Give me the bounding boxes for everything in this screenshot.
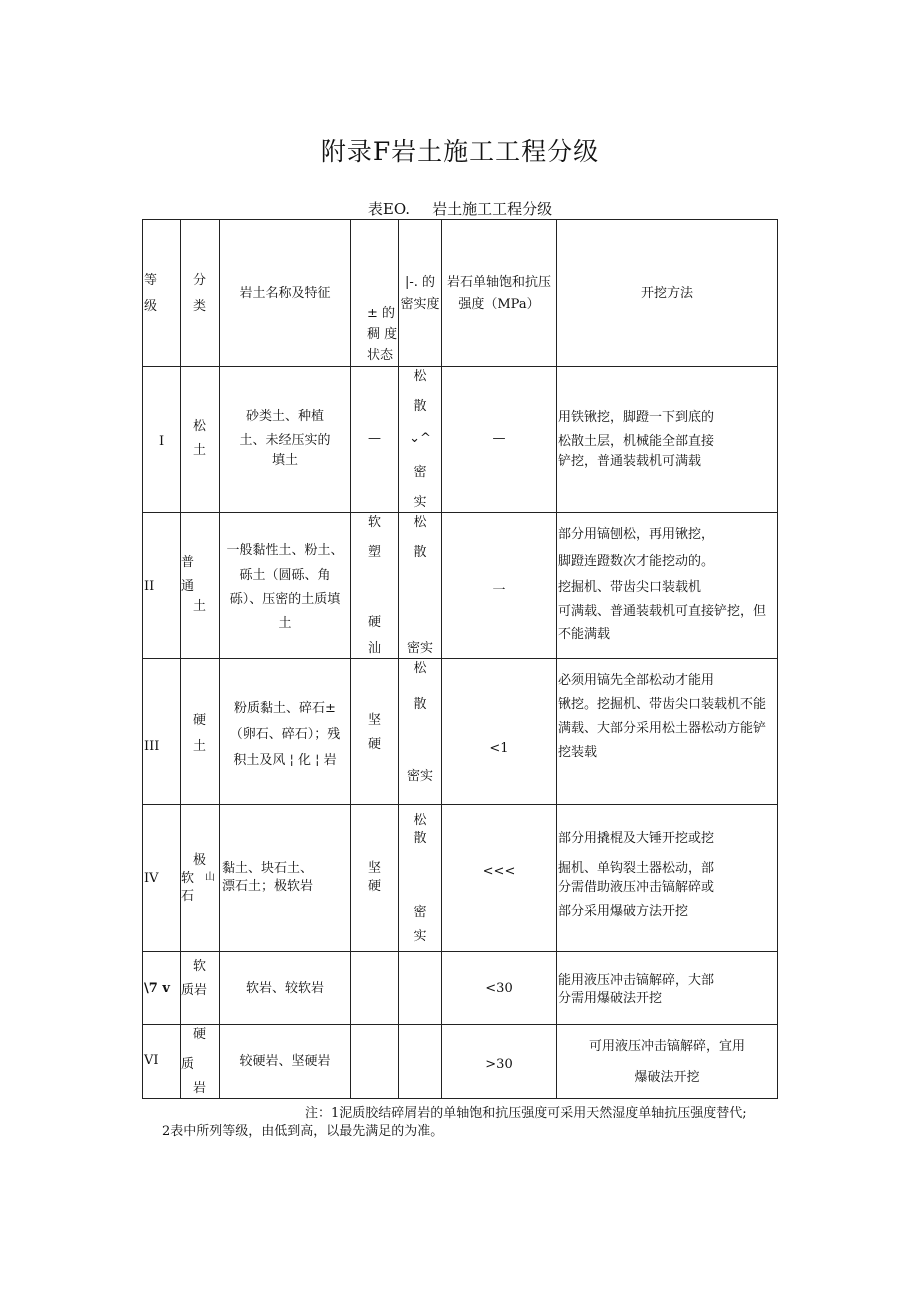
caption-prefix: 表EO. [367,200,411,218]
col-divider [556,220,557,1098]
grade-cell: \7 v [144,981,170,996]
density-cell: 实 [413,929,427,944]
class-cell: 硬 [193,1027,207,1042]
header-soil-state-3: 状态 [367,348,394,363]
state-cell: 软 [367,515,381,530]
method-cell: 必须用镐先全部松动才能用 [558,673,715,688]
name-cell: 软岩、较软岩 [245,981,324,996]
state-cell: 硬 [367,615,381,630]
state-cell: 汕 [367,641,381,656]
header-method: 开挖方法 [640,286,693,301]
header-grade-top: 等 [144,273,158,288]
class-cell: 石 [181,889,195,904]
state-cell: 坚 [367,713,381,728]
class-cell: 普 [181,555,195,570]
name-cell: 粉质黏土、碎石± [234,701,336,716]
class-cell: 软 [193,959,207,974]
header-strength-1: 岩石单轴饱和抗压 [446,275,551,290]
name-cell: 一般黏性土、粉土、 [226,543,344,558]
name-cell: 填土 [271,453,298,468]
strength-cell: <<< [482,864,516,879]
method-cell: 部分采用爆破方法开挖 [558,904,689,919]
header-soil-state-1: ± 的 [367,306,396,321]
class-cell: 土 [193,599,207,614]
method-cell: 掘机、单钩裂土器松动，部 [558,861,715,876]
grade-cell: IV [144,871,159,886]
table-caption [0,198,920,219]
density-cell: 密实 [406,769,433,784]
density-cell: 松 [413,515,427,530]
state-cell: 硬 [367,879,381,894]
method-cell: 不能满载 [558,627,611,642]
strength-cell: <1 [489,741,509,756]
class-cell: 松 [193,419,207,434]
header-strength-2: 强度（MPa） [458,297,540,312]
caption-name: 岩土施工工程分级 [432,200,553,218]
header-class-top: 分 [193,273,207,288]
density-cell: 松 [413,369,427,384]
class-cell: 土 [193,739,207,754]
name-cell: 土、未经压实的 [239,433,331,448]
density-cell: 散 [413,399,427,414]
name-cell: 黏土、块石土、 [222,861,314,876]
col-divider [350,220,351,1098]
class-cell: 岩 [193,1081,207,1096]
method-cell: 分需用爆破法开挖 [558,991,663,1006]
density-cell: 散 [413,831,427,846]
method-cell: 能用液压冲击镐解碎，大部 [558,973,715,988]
name-cell: 砂类土、种植 [245,409,324,424]
method-cell: 锹挖。挖掘机、带齿尖口装载机不能 [558,697,767,712]
density-cell: 密 [413,465,427,480]
grade-cell: III [144,739,160,754]
strength-cell: — [492,431,506,446]
name-cell: 积土及风 ¦ 化 ¦ 岩 [233,753,337,768]
strength-cell: >30 [485,1057,513,1072]
classification-table [142,219,778,1099]
grade-cell: VI [144,1053,159,1068]
state-cell: 硬 [367,737,381,752]
method-cell: 部分用撬棍及大锤开挖或挖 [558,831,715,846]
name-cell: 砾）、压密的土质填 [229,592,341,607]
name-cell: 较硬岩、坚硬岩 [239,1054,331,1069]
grade-cell: I [159,434,165,449]
col-divider [180,220,181,1098]
state-cell: 塑 [367,545,381,560]
header-soil-state-2: 稠 度 [367,327,398,342]
page-title: 附录F岩土施工工程分级 [320,137,600,166]
class-cell: 极 [193,853,207,868]
row-divider [143,366,777,367]
class-cell: 质岩 [181,983,208,998]
row-divider [143,951,777,952]
density-cell: 散 [413,697,427,712]
footnote-2: 2表中所列等级，由低到高，以最先满足的为准。 [162,1124,444,1139]
method-cell: 脚蹬连蹬数次才能挖动的。 [558,554,715,569]
method-cell: 可用液压冲击镐解碎，宜用 [588,1039,745,1054]
density-cell: 实 [413,495,427,510]
method-cell: 铲挖，普通装载机可满载 [558,454,702,469]
strength-cell: 一 [492,583,506,598]
row-divider [143,1024,777,1025]
method-cell: 挖装载 [558,745,598,760]
method-cell: 可满载、普通装载机可直接铲挖，但 [558,604,767,619]
header-class-bottom: 类 [193,299,207,314]
method-cell: 挖掘机、带齿尖口装载机 [558,580,702,595]
density-cell: 密 [413,905,427,920]
grade-cell: II [144,579,155,594]
strength-cell: <30 [485,981,513,996]
header-grade-bottom: 级 [144,299,158,314]
class-cell: 硬 [193,713,207,728]
row-divider [143,804,777,805]
method-cell: 爆破法开挖 [634,1070,700,1085]
method-cell: 满载、大部分采用松土器松动方能铲 [558,721,767,736]
name-cell: （卵石、碎石）；残 [229,727,341,742]
header-name-feature: 岩土名称及特征 [239,286,331,301]
method-cell: 用铁锹挖，脚蹬一下到底的 [558,410,715,425]
name-cell: 漂石土；极软岩 [222,879,314,894]
header-density-2: 密实度 [400,297,440,312]
density-cell: 密实 [406,641,433,656]
row-divider [143,512,777,513]
density-cell: ⌄^ [409,431,431,446]
header-density-1: |-. 的 [404,275,436,290]
class-cell-mark: 山 [205,872,215,883]
method-cell: 部分用镐刨松，再用锹挖， [558,527,715,542]
col-divider [441,220,442,1098]
row-divider [143,658,777,659]
state-cell: — [368,431,381,446]
density-cell: 松 [413,661,427,676]
density-cell: 散 [413,545,427,560]
state-cell: 坚 [367,861,381,876]
class-cell: 软 [181,871,195,886]
class-cell: 质 [181,1057,195,1072]
name-cell: 砾土（圆砾、角 [239,568,331,583]
method-cell: 松散土层，机械能全部直接 [558,434,715,449]
density-cell: 松 [413,813,427,828]
class-cell: 土 [193,443,207,458]
method-cell: 分需借助液压冲击镐解碎或 [558,880,715,895]
col-divider [398,220,399,1098]
name-cell: 土 [278,616,292,631]
footnote-1: 注：1泥质胶结碎屑岩的单轴饱和抗压强度可采用天然湿度单轴抗压强度替代; [305,1106,747,1121]
col-divider [219,220,220,1098]
class-cell: 通 [181,579,195,594]
